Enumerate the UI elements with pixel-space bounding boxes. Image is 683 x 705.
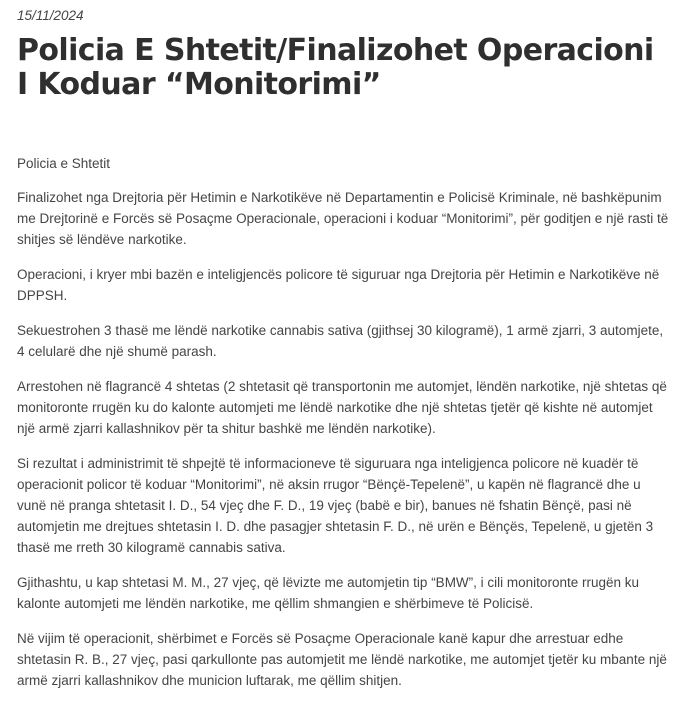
- publish-date: 15/11/2024: [17, 8, 84, 23]
- news-article: [17, 0, 669, 705]
- article-paragraph: Arrestohen në flagrancë 4 shtetas (2 shtetasit që transportonin me automjet, lëndën narkotike, një shtetas që monitoronte rrugën ku do kalonte automjeti me lëndë narkotike dhe një shtetas tjetër që kishte në automjet një armë zjarri kallashnikov për ta shitur bashkë me lëndën narkotike).: [17, 379, 667, 436]
- article-paragraph: Gjithashtu, u kap shtetasi M. M., 27 vjeç, që lëvizte me automjetin tip “BMW”, i cili monitoronte rrugën ku kalonte automjeti me lëndën narkotike, me qëllim shmangien e shërbimeve të Policisë.: [17, 575, 639, 611]
- article-paragraph: Në vijim të operacionit, shërbimet e Forcës së Posaçme Operacionale kanë kapur dhe arrestuar edhe shtetasin R. B., 27 vjeç, pasi qarkullonte pas automjetit me lëndë narkotike, me automjet tjetër ku mbante një armë zjarri kallashnikov dhe municion luftarak, me qëllim shitjen.: [17, 631, 667, 688]
- article-paragraph: Sekuestrohen 3 thasë me lëndë narkotike cannabis sativa (gjithsej 30 kilogramë), 1 armë zjarri, 3 automjete, 4 celularë dhe një shumë parash.: [17, 323, 664, 359]
- article-agency-line: Policia e Shtetit: [17, 156, 111, 171]
- article-title: Policia E Shtetit/Finalizohet Operacioni I Koduar “Monitorimi”: [17, 33, 654, 102]
- article-paragraph: Finalizohet nga Drejtoria për Hetimin e Narkotikëve në Departamentin e Policisë Kriminale, në bashkëpunim me Drejtorinë e Forcës së Posaçme Operacionale, operacioni i koduar “Monitorimi”, për goditjen e një rasti të shitjes së lëndëve narkotike.: [17, 190, 669, 247]
- article-body: [17, 153, 669, 691]
- article-paragraph: Si rezultat i administrimit të shpejtë të informacioneve të siguruara nga inteligjenca policore në kuadër të operacionit policor të koduar “Monitorimi”, në aksin rrugor “Bënçë-Tepelenë”, u kapën në flagrancë dhe u vunë në pranga shtetasit I. D., 54 vjeç dhe F. D., 19 vjeç (babë e bir), banues në fshatin Bënçë, pasi në automjetin me drejtues shtetasin I. D. dhe pasagjer shtetasin F. D., në urën e Bënçës, Tepelenë, u gjetën 3 thasë me rreth 30 kilogramë cannabis sativa.: [17, 456, 654, 555]
- article-paragraph: Operacioni, i kryer mbi bazën e inteligjencës policore të siguruar nga Drejtoria për Hetimin e Narkotikëve në DPPSH.: [17, 267, 660, 303]
